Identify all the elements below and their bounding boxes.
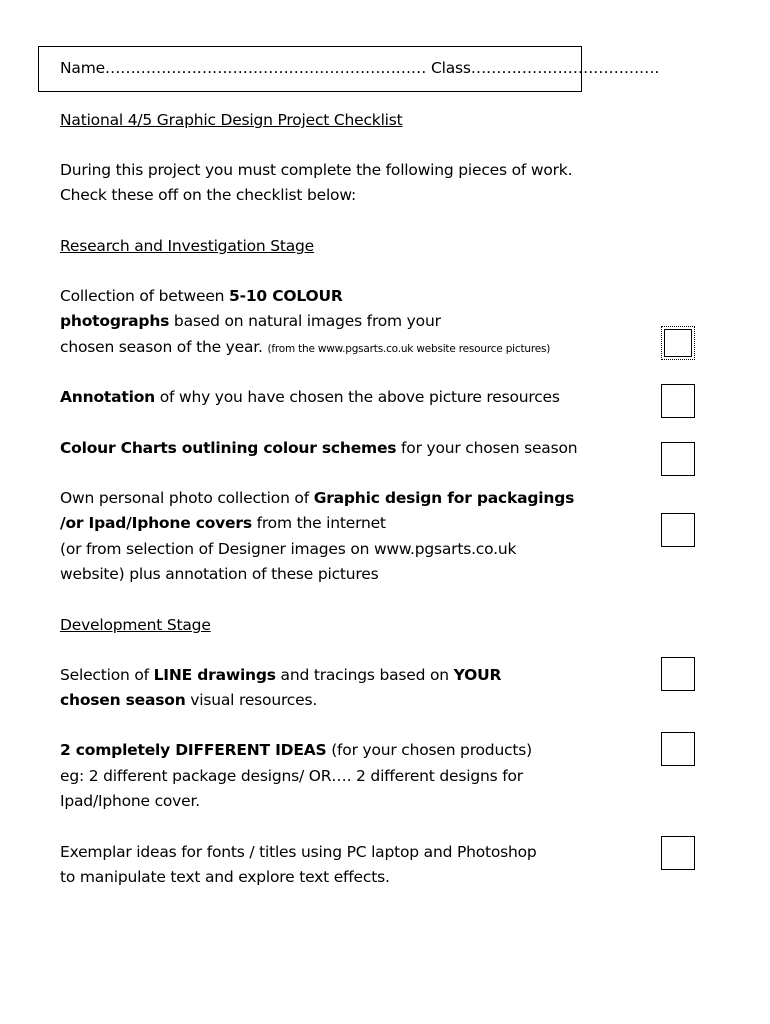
text-fragment: Selection of: [60, 666, 154, 684]
text-emphasis: photographs: [60, 312, 170, 330]
development-item-1-line-1: [60, 665, 501, 685]
text-fragment: and tracings based on: [275, 666, 454, 684]
research-item-4-line-3: (or from selection of Designer images on www.pgsarts.co.uk: [60, 540, 517, 558]
text-emphasis: YOUR: [453, 666, 502, 684]
checkbox-photo-collection[interactable]: [661, 513, 695, 547]
research-item-4-line-2: [60, 513, 386, 533]
research-item-1-line-2: [60, 311, 441, 331]
development-item-2-line-2: eg: 2 different package designs/ OR…. 2 different designs for: [60, 767, 523, 785]
research-item-1-line-3: [60, 337, 550, 359]
text-fragment: Own personal photo collection of: [60, 489, 314, 507]
research-item-4-line-1: [60, 488, 574, 508]
intro-line-2: Check these off on the checklist below:: [60, 186, 356, 204]
class-field-label: Class……………………………….: [430, 59, 660, 77]
text-fragment: for your chosen season: [396, 439, 578, 457]
text-fragment: from the internet: [251, 514, 386, 532]
checkbox-exemplar-fonts[interactable]: [661, 836, 695, 870]
intro-line-1: During this project you must complete the following pieces of work.: [60, 161, 573, 179]
checkbox-annotation[interactable]: [661, 384, 695, 418]
name-field-label: Name………………………………………………………: [60, 59, 427, 77]
name-class-fields: [60, 59, 659, 77]
website-note: (from the www.pgsarts.co.uk website resource pictures): [267, 343, 551, 355]
development-stage-heading: Development Stage: [60, 616, 211, 634]
development-item-2-line-3: Ipad/Iphone cover.: [60, 792, 200, 810]
research-item-2: [60, 387, 560, 407]
text-fragment: visual resources.: [185, 691, 318, 709]
research-item-4-line-4: website) plus annotation of these pictures: [60, 565, 379, 583]
name-class-box: [38, 46, 660, 92]
text-fragment: Collection of between: [60, 287, 230, 305]
text-emphasis: /or Ipad/Iphone covers: [60, 514, 252, 532]
text-fragment: based on natural images from your: [169, 312, 441, 330]
text-emphasis: chosen season: [60, 691, 186, 709]
text-fragment: chosen season of the year.: [60, 338, 268, 356]
checkbox-line-drawings[interactable]: [661, 657, 695, 691]
text-emphasis: LINE drawings: [153, 666, 276, 684]
development-item-3-line-1: Exemplar ideas for fonts / titles using PC laptop and Photoshop: [60, 843, 537, 861]
text-fragment: (for your chosen products): [326, 741, 532, 759]
text-emphasis: Graphic design for packagings: [313, 489, 575, 507]
research-item-1-line-1: [60, 286, 343, 306]
research-stage-heading: Research and Investigation Stage: [60, 237, 315, 255]
page-title: National 4/5 Graphic Design Project Checklist: [60, 111, 403, 129]
text-fragment: of why you have chosen the above picture resources: [155, 388, 560, 406]
development-item-1-line-2: [60, 690, 317, 710]
text-emphasis: Colour Charts outlining colour schemes: [60, 439, 397, 457]
checkbox-different-ideas[interactable]: [661, 732, 695, 766]
checkbox-colour-charts[interactable]: [661, 442, 695, 476]
development-item-3-line-2: to manipulate text and explore text effects.: [60, 868, 390, 886]
text-emphasis: Annotation: [60, 388, 155, 406]
text-emphasis: 2 completely DIFFERENT IDEAS: [60, 741, 327, 759]
research-item-3: [60, 438, 577, 458]
development-item-2-line-1: [60, 740, 532, 760]
checkbox-colour-photographs[interactable]: [661, 326, 695, 360]
text-emphasis: 5-10 COLOUR: [229, 287, 343, 305]
